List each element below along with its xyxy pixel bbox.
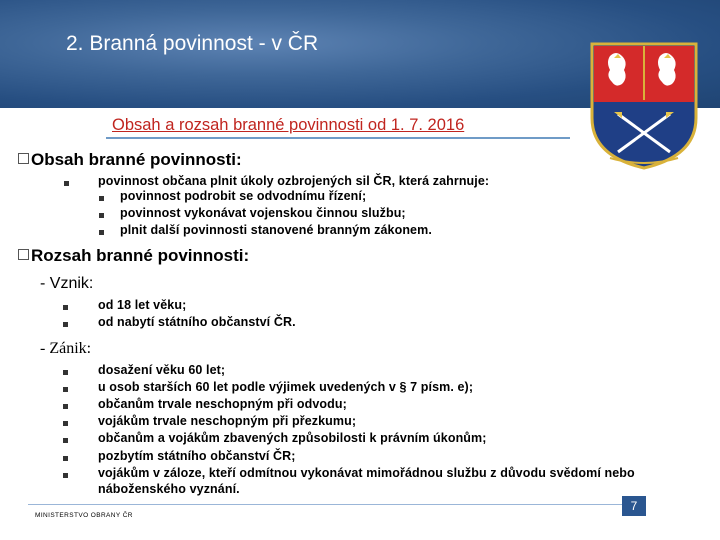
square-bullet-icon xyxy=(63,305,68,310)
slide-title: 2. Branná povinnost - v ČR xyxy=(66,32,319,55)
square-bullet-icon xyxy=(63,456,68,461)
square-bullet-icon xyxy=(64,181,69,186)
list-item: občanům trvale neschopným při odvodu; xyxy=(98,397,347,411)
section-heading-obsah xyxy=(18,150,242,170)
list-item: občanům a vojákům zbavených způsobilosti k právním úkonům; xyxy=(98,431,487,445)
list-item: od nabytí státního občanství ČR. xyxy=(98,315,296,329)
box-bullet-icon xyxy=(18,153,29,164)
section-heading-label: Rozsah branné povinnosti: xyxy=(31,246,250,265)
zanik-heading: - Zánik: xyxy=(40,340,92,357)
footer-label: MINISTERSTVO OBRANY ČR xyxy=(35,512,133,519)
list-item: od 18 let věku; xyxy=(98,298,187,312)
list-item: dosažení věku 60 let; xyxy=(98,363,226,377)
footer-divider xyxy=(28,504,624,505)
list-item: u osob starších 60 let podle výjimek uvedených v § 7 písm. e); xyxy=(98,380,474,394)
square-bullet-icon xyxy=(63,322,68,327)
emblem-icon xyxy=(588,40,700,170)
list-item-continuation: náboženského vyznání. xyxy=(98,482,240,496)
list-item: povinnost vykonávat vojenskou činnou službu; xyxy=(120,206,406,220)
square-bullet-icon xyxy=(63,387,68,392)
box-bullet-icon xyxy=(18,249,29,260)
square-bullet-icon xyxy=(99,230,104,235)
vznik-heading: - Vznik: xyxy=(40,275,94,292)
list-item: povinnost podrobit se odvodnímu řízení; xyxy=(120,189,367,203)
list-item: plnit další povinnosti stanovené branným zákonem. xyxy=(120,223,432,237)
slide-subtitle: Obsah a rozsah branné povinnosti od 1. 7. 2016 xyxy=(112,116,465,134)
list-item: povinnost občana plnit úkoly ozbrojených sil ČR, která zahrnuje: xyxy=(98,174,490,188)
list-item: vojákům trvale neschopným při přezkumu; xyxy=(98,414,357,428)
section-heading-rozsah xyxy=(18,246,249,266)
subtitle-divider xyxy=(106,137,570,139)
list-item: pozbytím státního občanství ČR; xyxy=(98,449,296,463)
square-bullet-icon xyxy=(63,421,68,426)
list-item: vojákům v záloze, kteří odmítnou vykonávat mimořádnou službu z důvodu svědomí nebo xyxy=(98,466,635,480)
square-bullet-icon xyxy=(63,370,68,375)
square-bullet-icon xyxy=(99,196,104,201)
square-bullet-icon xyxy=(63,404,68,409)
square-bullet-icon xyxy=(99,213,104,218)
section-heading-label: Obsah branné povinnosti: xyxy=(31,150,242,169)
page-number-badge: 7 xyxy=(622,496,646,516)
square-bullet-icon xyxy=(63,438,68,443)
square-bullet-icon xyxy=(63,473,68,478)
